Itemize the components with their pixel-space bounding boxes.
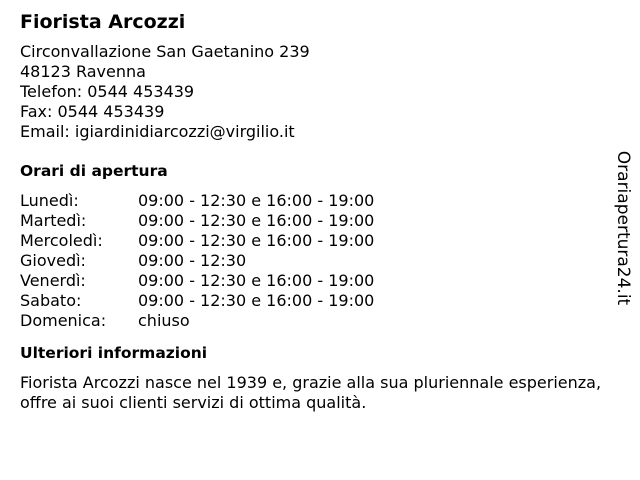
contact-block	[20, 42, 600, 142]
hours-row-sunday	[20, 311, 600, 331]
more-info-text: Fiorista Arcozzi nasce nel 1939 e, grazie alla sua pluriennale esperienza, offre ai suoi clienti servizi di ottima qualità.	[20, 373, 602, 412]
opening-hours-table	[20, 191, 600, 331]
opening-hours-title: Orari di apertura	[20, 162, 168, 180]
time-value: 09:00 - 12:30 e 16:00 - 19:00	[138, 211, 375, 230]
hours-row-friday	[20, 271, 600, 291]
hours-row-monday	[20, 191, 600, 211]
site-watermark: Orariapertura24.it	[613, 150, 633, 306]
email-address: Email: igiardinidiarcozzi@virgilio.it	[20, 122, 295, 141]
hours-row-tuesday	[20, 211, 600, 231]
hours-row-thursday	[20, 251, 600, 271]
day-label: Sabato:	[20, 291, 82, 310]
day-label: Giovedì:	[20, 251, 86, 270]
hours-row-saturday	[20, 291, 600, 311]
time-value: 09:00 - 12:30 e 16:00 - 19:00	[138, 291, 375, 310]
phone-number: Telefon: 0544 453439	[20, 82, 195, 101]
more-info-title: Ulteriori informazioni	[20, 344, 208, 362]
day-label: Domenica:	[20, 311, 107, 330]
shop-name: Fiorista Arcozzi	[20, 11, 186, 33]
shop-details	[20, 10, 600, 413]
day-label: Mercoledì:	[20, 231, 103, 250]
time-value: 09:00 - 12:30 e 16:00 - 19:00	[138, 191, 375, 210]
fax-number: Fax: 0544 453439	[20, 102, 165, 121]
day-label: Martedì:	[20, 211, 87, 230]
time-value: chiuso	[138, 311, 190, 330]
address-street: Circonvallazione San Gaetanino 239	[20, 42, 310, 61]
day-label: Lunedì:	[20, 191, 79, 210]
time-value: 09:00 - 12:30 e 16:00 - 19:00	[138, 231, 375, 250]
day-label: Venerdì:	[20, 271, 86, 290]
time-value: 09:00 - 12:30 e 16:00 - 19:00	[138, 271, 375, 290]
hours-row-wednesday	[20, 231, 600, 251]
time-value: 09:00 - 12:30	[138, 251, 247, 270]
address-city: 48123 Ravenna	[20, 62, 146, 81]
